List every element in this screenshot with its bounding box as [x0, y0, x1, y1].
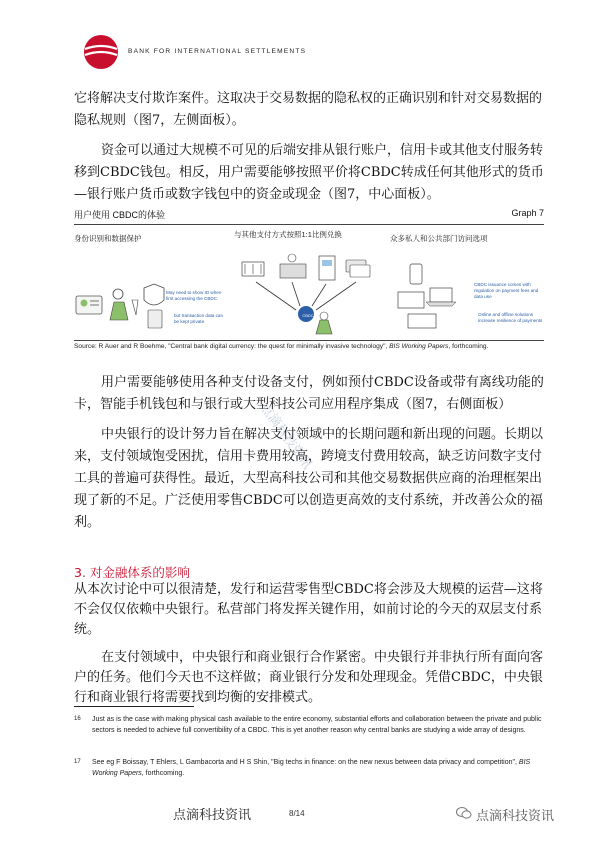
source-prefix: Source: R Auer and R Boehme, "Central bank digital currency: the quest for minimally invasive technology", — [74, 343, 390, 350]
graph-header — [74, 208, 544, 225]
footnote-number: 16 — [74, 716, 81, 722]
phone-icon — [410, 264, 422, 284]
left-note-1: May need to show ID when first accessing the CBDC — [166, 290, 222, 301]
panel-title-right: 众多私人和公共部门访问选项 — [390, 234, 488, 243]
panel-title-center: 与其他支付方式按照1:1比例兑换 — [234, 230, 342, 239]
section-title: 3. 对金融体系的影响 — [74, 565, 190, 580]
access-illustration — [390, 258, 470, 334]
footnote — [74, 757, 544, 779]
body-bottom — [74, 580, 544, 708]
footer-brand: 点滴科技资讯 — [476, 809, 555, 824]
page-number: 8/14 — [289, 809, 305, 818]
bank-icon — [242, 262, 264, 276]
source-italic: BIS Working Papers — [389, 343, 449, 350]
right-note-2: Online and offline solutions increase resilience of payments — [478, 312, 543, 323]
right-note-1: CBDC issuance comes with regulation on payment fees and data use — [474, 282, 539, 299]
atm-icon — [319, 256, 335, 280]
paragraph: 从本次讨论中可以很清楚，发行和运营零售型CBDC将会涉及大规模的运营—这将不会仅仅依赖中央银行。私营部门将发挥关键作用，如前讨论的今天的双层支付系统。 — [74, 582, 543, 637]
body-top — [74, 88, 544, 206]
shield-icon — [144, 284, 164, 305]
paragraph: 在支付领域中，中央银行和商业银行合作紧密。中央银行并非执行所有面向客户的任务。他们今天也不这样做；商业银行分发和处理现金。凭借CBDC，中央银行和商业银行将需要找到均衡的安排模式。 — [74, 650, 544, 705]
terminal-icon — [398, 292, 424, 308]
paragraph: 用户需要能够使用各种支付设备支付，例如预付CBDC设备或带有离线功能的卡，智能手机钱包和与银行或大型科技公司应用程序集成（图7，右侧面板） — [74, 375, 544, 412]
body-mid — [74, 372, 544, 534]
source-suffix: , forthcoming. — [448, 343, 489, 350]
footnote-rule — [74, 706, 194, 707]
paragraph: 资金可以通过大规模不可见的后端安排从银行账户，信用卡或其他支付服务转移到CBDC钱包。相反，用户需要能够按照平价将CBDC转成任何其他形式的货币—银行账户货币或数字钱包中的资金或现金（图7，中心面板）。 — [74, 143, 544, 202]
footnote — [74, 714, 544, 736]
footnote-number: 17 — [74, 759, 81, 765]
footnote-text-b: , forthcoming. — [141, 770, 185, 777]
footnote-text-a: See eg F Boissay, T Ehlers, L Gambacorta and H S Shin, "Big techs in finance: on the new nexus between data privacy and competition", — [92, 759, 519, 766]
arrows — [256, 282, 356, 310]
shop-icon — [408, 314, 436, 328]
bis-logo — [83, 34, 119, 70]
left-note-2: but transaction data can be kept private — [174, 313, 224, 324]
cards-icon — [346, 260, 370, 277]
org-name: BANK FOR INTERNATIONAL SETTLEMENTS — [128, 48, 307, 55]
paragraph: 中央银行的设计努力旨在解决支付领域中的长期问题和新出现的问题。长期以来，支付领域饱受困扰，信用卡费用较高，跨境支付费用较高，缺乏访问数字支付工具的普遍可获得性。最近，大型高科技公司和其他交易数据供应商的治理框架出现了新的不足。广泛使用零售CBDC可以创造更高效的支付系统，并改善公众的福利。 — [74, 427, 544, 530]
graph-label: Graph 7 — [511, 208, 544, 218]
graph-title: 用户使用 CBDC的体验 — [74, 210, 166, 220]
cashier-icon — [280, 254, 306, 278]
cbdc-badge: CBDC — [302, 313, 314, 318]
footer-source-name: 点滴科技资讯 — [173, 808, 252, 823]
paragraph: 它将解决支付欺诈案件。这取决于交易数据的隐私权的正确识别和针对交易数据的隐私规则（图7，左侧面板）。 — [74, 91, 543, 128]
exchange-illustration — [234, 250, 384, 338]
footnote-text — [92, 757, 544, 779]
graph-source — [74, 340, 544, 350]
laptop-icon — [430, 288, 452, 302]
panel-title-left: 身份识别和数据保护 — [74, 234, 142, 243]
graph-figure — [74, 230, 544, 336]
wechat-icon — [456, 806, 472, 820]
footnote-italic: BIS Working Papers — [92, 759, 531, 777]
watermark: 点滴科技资讯 — [256, 400, 315, 473]
footnote-text: Just as is the case with making physical cash available to the entire economy, substantial efforts and collaboration between the private and public sectors is needed to achieve full convertibility of a CBDC. This is yet another reason why central banks are studying a wide array of designs. — [92, 716, 542, 734]
